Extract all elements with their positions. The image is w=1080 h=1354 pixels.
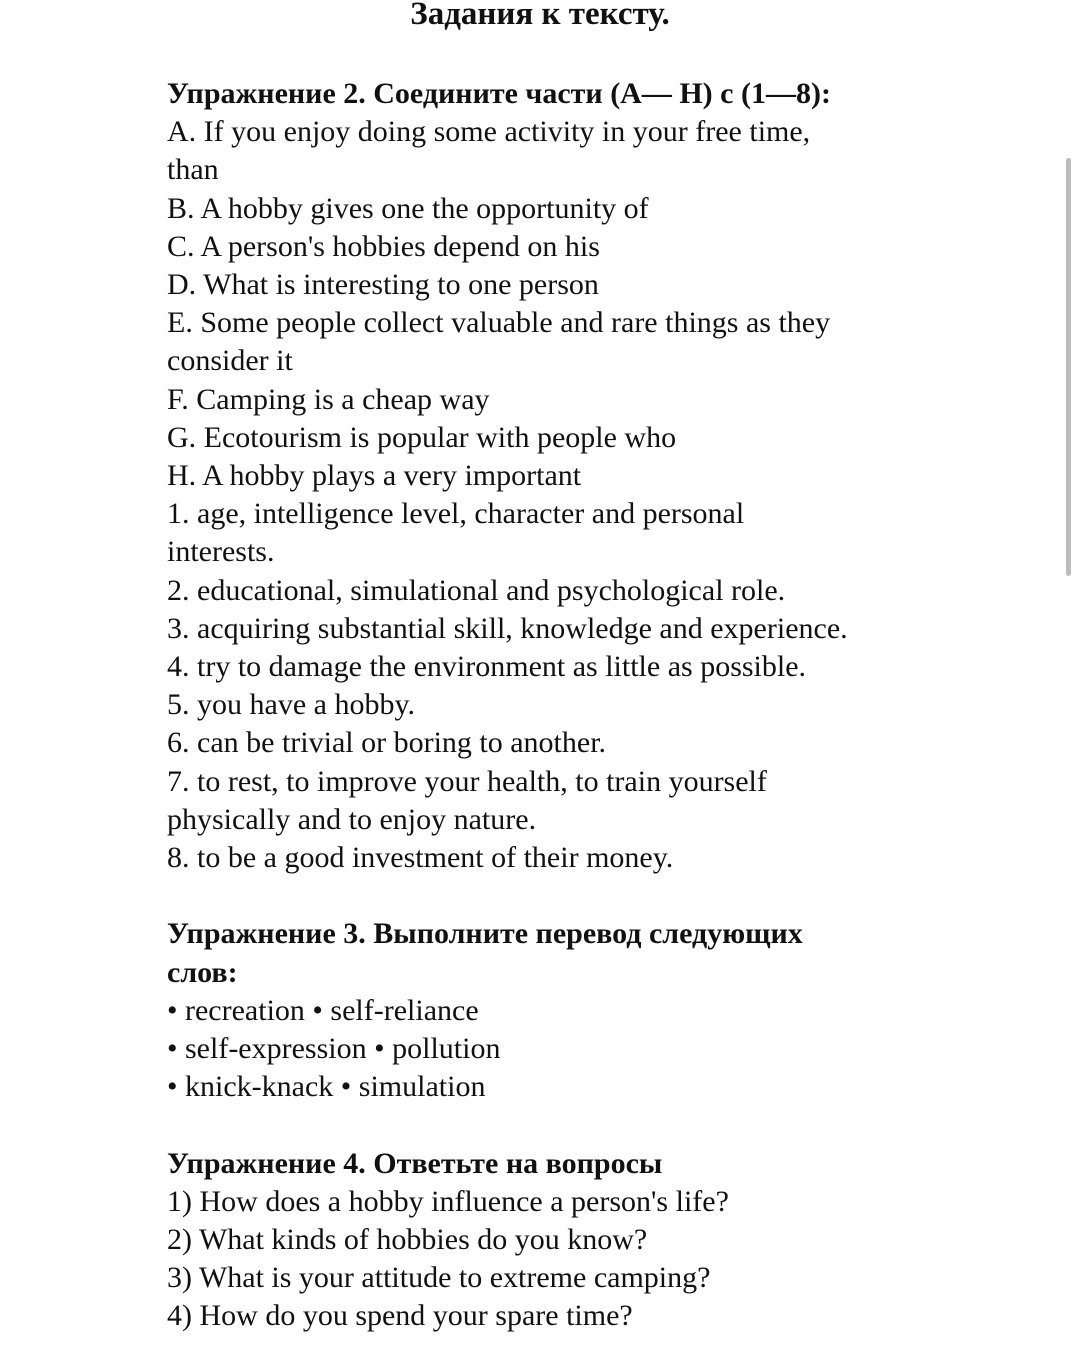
exercise-2-section <box>167 75 937 877</box>
exercise-2-line: 7. to rest, to improve your health, to train yourself <box>167 764 767 798</box>
section-spacer <box>167 1106 937 1144</box>
exercise-2-line: H. A hobby plays a very important <box>167 459 582 493</box>
exercise-3-heading: Упражнение 3. Выполните перевод следующих <box>167 917 803 951</box>
exercise-3-word-line: • self-expression • pollution <box>167 1032 501 1066</box>
exercise-2-line: A. If you enjoy doing some activity in your free time, <box>167 115 811 149</box>
exercise-2-line: 2. educational, simulational and psychological role. <box>167 573 786 607</box>
exercise-2-line: F. Camping is a cheap way <box>167 382 490 416</box>
exercise-4-question: 4) How do you spend your spare time? <box>167 1299 633 1333</box>
exercise-4-question: 2) What kinds of hobbies do you know? <box>167 1223 648 1257</box>
exercise-4-question: 1) How does a hobby influence a person's life? <box>167 1184 729 1218</box>
exercise-2-heading: Упражнение 2. Соедините части (А— Н) с (1—8): <box>167 77 831 110</box>
exercise-3-word-line: • recreation • self-reliance <box>167 993 479 1027</box>
exercise-3-heading-continued: слов: <box>167 955 238 989</box>
exercise-2-line: 4. try to damage the environment as little as possible. <box>167 650 807 684</box>
exercise-2-line: G. Ecotourism is popular with people who <box>167 420 677 454</box>
exercise-2-line: 8. to be a good investment of their money. <box>167 841 674 875</box>
document-content <box>167 75 937 1336</box>
exercise-2-line: interests. <box>167 535 275 569</box>
exercise-2-line: consider it <box>167 344 293 378</box>
exercise-2-line: than <box>167 153 219 187</box>
page-title: Задания к тексту. <box>410 0 670 32</box>
exercise-2-line: 3. acquiring substantial skill, knowledge and experience. <box>167 611 848 645</box>
vertical-scrollbar[interactable] <box>1066 158 1071 576</box>
section-spacer <box>167 877 937 915</box>
exercise-4-question: 3) What is your attitude to extreme camping? <box>167 1261 711 1295</box>
exercise-2-line: 5. you have a hobby. <box>167 688 415 722</box>
exercise-3-section <box>167 915 937 1106</box>
exercise-3-word-line: • knick-knack • simulation <box>167 1070 486 1104</box>
exercise-2-line: C. A person's hobbies depend on his <box>167 229 600 263</box>
exercise-4-section <box>167 1145 937 1336</box>
exercise-4-heading: Упражнение 4. Ответьте на вопросы <box>167 1146 663 1180</box>
exercise-2-line: B. A hobby gives one the opportunity of <box>167 191 649 225</box>
exercise-2-line: E. Some people collect valuable and rare things as they <box>167 306 831 340</box>
exercise-2-line: D. What is interesting to one person <box>167 268 599 302</box>
exercise-2-line: physically and to enjoy nature. <box>167 802 537 836</box>
exercise-2-line: 1. age, intelligence level, character and personal <box>167 497 745 531</box>
exercise-2-line: 6. can be trivial or boring to another. <box>167 726 607 760</box>
